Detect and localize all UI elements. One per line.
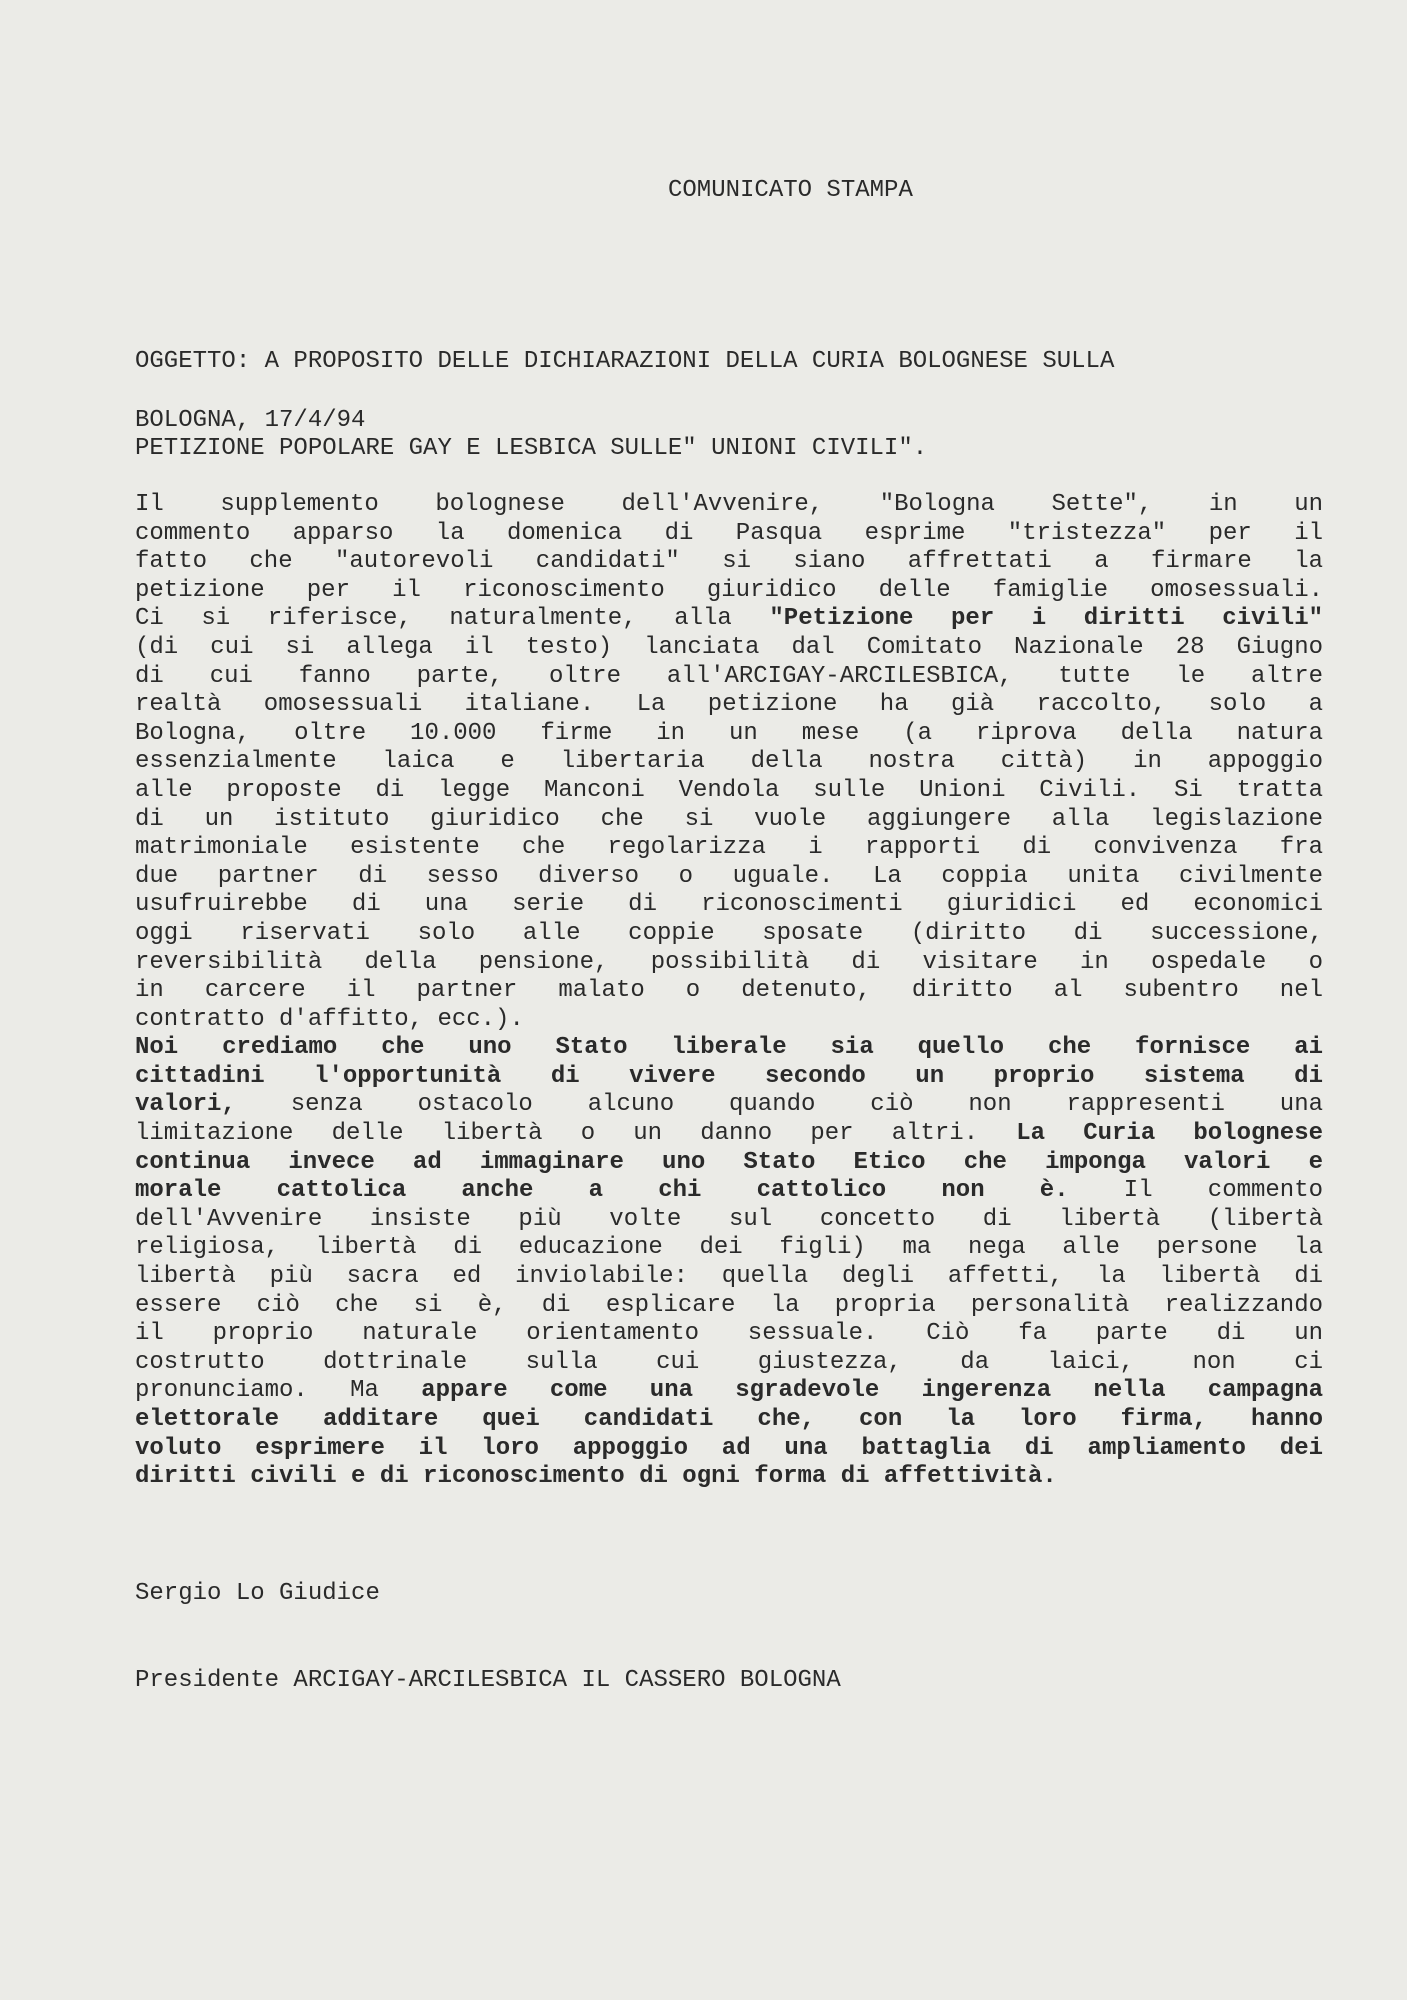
body-line: [135, 1377, 1323, 1406]
text-segment: religiosa, libertà di educazione dei figli) ma nega alle persone la: [135, 1234, 1323, 1262]
text-segment: libertà più sacra ed inviolabile: quella degli affetti, la libertà di: [135, 1263, 1323, 1291]
text-segment: reversibilità della pensione, possibilità di visitare in ospedale o: [135, 948, 1323, 976]
text-segment: dell'Avvenire insiste più volte sul concetto di libertà (libertà: [135, 1205, 1323, 1233]
text-segment: Il supplemento bolognese dell'Avvenire, "Bologna Sette", in un: [135, 491, 1323, 518]
text-segment: il proprio naturale orientamento sessuale. Ciò fa parte di un: [135, 1320, 1323, 1348]
body-line: [135, 577, 1323, 606]
body-line: [135, 1463, 1323, 1492]
text-segment: Ci si riferisce, naturalmente, alla: [135, 605, 770, 633]
body-line: [135, 949, 1323, 978]
bold-text: continua invece ad immaginare uno Stato Etico che imponga valori e: [135, 1148, 1323, 1176]
body-line: [135, 605, 1323, 634]
bold-text: appare come una sgradevole ingerenza nella campagna: [421, 1377, 1323, 1405]
bold-text: valori,: [135, 1091, 236, 1119]
body-line: [135, 1349, 1323, 1378]
body-line: [135, 1177, 1323, 1206]
body-line: [135, 1435, 1323, 1464]
body-line: [135, 806, 1323, 835]
body-line: [135, 1034, 1323, 1063]
text-segment: di cui fanno parte, oltre all'ARCIGAY-ARCILESBICA, tutte le altre: [135, 662, 1323, 690]
body-line: [135, 663, 1323, 692]
text-segment: costrutto dottrinale sulla cui giustezza, da laici, non ci: [135, 1348, 1323, 1376]
bold-text: La Curia bolognese: [1016, 1120, 1323, 1148]
text-segment: pronunciamo. Ma: [135, 1377, 422, 1405]
text-segment: due partner di sesso diverso o uguale. La coppia unita civilmente: [135, 862, 1323, 890]
text-segment: petizione per il riconoscimento giuridico delle famiglie omosessuali.: [135, 576, 1323, 604]
body-line: [135, 520, 1323, 549]
body-line: [135, 863, 1323, 892]
text-segment: di un istituto giuridico che si vuole aggiungere alla legislazione: [135, 805, 1323, 833]
body-line: [135, 1406, 1323, 1435]
text-segment: senza ostacolo alcuno quando ciò non rappresenti una: [235, 1091, 1323, 1119]
text-segment: in carcere il partner malato o detenuto, diritto al subentro nel: [135, 977, 1323, 1005]
text-segment: oggi riservati solo alle coppie sposate (diritto di successione,: [135, 919, 1323, 947]
text-segment: matrimoniale esistente che regolarizza i rapporti di convivenza fra: [135, 834, 1323, 862]
bold-text: morale cattolica anche a chi cattolico non è.: [135, 1177, 1069, 1205]
body-line: [135, 1320, 1323, 1349]
text-segment: Il commento: [1068, 1177, 1323, 1205]
body-line: [135, 920, 1323, 949]
text-segment: realtà omosessuali italiane. La petizione ha già raccolto, solo a: [135, 691, 1323, 719]
text-segment: (di cui si allega il testo) lanciata dal Comitato Nazionale 28 Giugno: [135, 633, 1323, 661]
body-line: [135, 1120, 1323, 1149]
bold-text: Noi crediamo che uno Stato liberale sia quello che fornisce ai: [135, 1034, 1323, 1062]
body-line: [135, 720, 1323, 749]
bold-text: diritti civili e di riconoscimento di ogni forma di affettività.: [135, 1463, 1057, 1491]
bold-text: cittadini l'opportunità di vivere secondo un proprio sistema di: [135, 1062, 1323, 1090]
text-segment: alle proposte di legge Manconi Vendola sulle Unioni Civili. Si tratta: [135, 776, 1323, 804]
body-line: [135, 891, 1323, 920]
text-segment: limitazione delle libertà o un danno per altri.: [135, 1120, 1017, 1148]
body-line: [135, 1006, 1323, 1035]
body-line: [135, 1263, 1323, 1292]
body-text: [135, 491, 1323, 1492]
body-line: [135, 1063, 1323, 1092]
body-line: [135, 777, 1323, 806]
body-line: [135, 548, 1323, 577]
text-segment: usufruirebbe di una serie di riconoscimenti giuridici ed economici: [135, 891, 1323, 919]
text-segment: fatto che "autorevoli candidati" si siano affrettati a firmare la: [135, 548, 1323, 576]
signature-block: [135, 1521, 841, 1753]
text-segment: commento apparso la domenica di Pasqua esprime "tristezza" per il: [135, 519, 1323, 547]
body-line: [135, 491, 1323, 520]
body-line: [135, 748, 1323, 777]
body-line: [135, 834, 1323, 863]
signature-name: Sergio Lo Giudice: [135, 1580, 380, 1607]
body-line: [135, 1149, 1323, 1178]
bold-text: "Petizione per i diritti civili": [769, 605, 1323, 633]
text-segment: essenzialmente laica e libertaria della nostra città) in appoggio: [135, 748, 1323, 776]
body-line: [135, 634, 1323, 663]
body-line: [135, 1292, 1323, 1321]
body-line: [135, 1234, 1323, 1263]
bold-text: voluto esprimere il loro appoggio ad una battaglia di ampliamento dei: [135, 1434, 1323, 1462]
body-line: [135, 1206, 1323, 1235]
body-line: [135, 1091, 1323, 1120]
body-line: [135, 977, 1323, 1006]
text-segment: Bologna, oltre 10.000 firme in un mese (a riprova della natura: [135, 719, 1323, 747]
text-segment: essere ciò che si è, di esplicare la propria personalità realizzando: [135, 1291, 1323, 1319]
bold-text: elettorale additare quei candidati che, con la loro firma, hanno: [135, 1406, 1323, 1433]
body-line: [135, 691, 1323, 720]
text-segment: contratto d'affitto, ecc.).: [135, 1005, 524, 1033]
document-title: COMUNICATO STAMPA: [668, 177, 913, 204]
subject-line-1: OGGETTO: A PROPOSITO DELLE DICHIARAZIONI DELLA CURIA BOLOGNESE SULLA: [135, 348, 1115, 375]
dateline: BOLOGNA, 17/4/94: [135, 407, 366, 434]
subject-line-2: PETIZIONE POPOLARE GAY E LESBICA SULLE" UNIONI CIVILI".: [135, 435, 928, 462]
signature-role: Presidente ARCIGAY-ARCILESBICA IL CASSERO BOLOGNA: [135, 1667, 841, 1694]
subject-line: [135, 289, 1323, 521]
